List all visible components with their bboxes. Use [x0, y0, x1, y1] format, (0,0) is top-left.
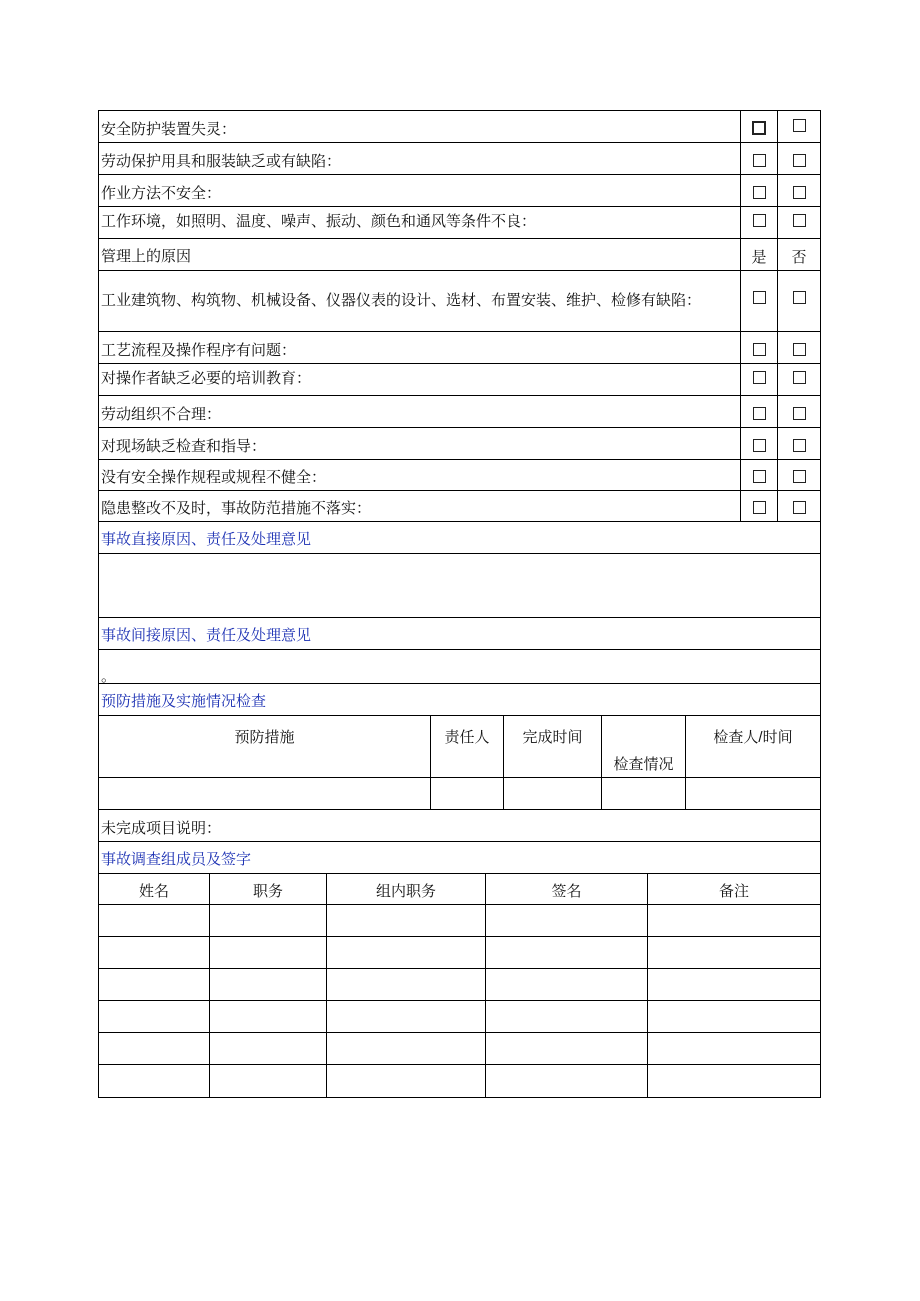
- checkbox-icon: [753, 291, 766, 304]
- no-checkbox[interactable]: [778, 143, 820, 174]
- no-checkbox[interactable]: [778, 364, 820, 395]
- yes-checkbox[interactable]: [741, 207, 778, 238]
- completion-time-column-header: 完成时间: [504, 716, 602, 777]
- yes-checkbox[interactable]: [741, 460, 778, 490]
- member-name-cell[interactable]: [99, 905, 210, 936]
- checkbox-icon: [793, 371, 806, 384]
- member-group-role-cell[interactable]: [327, 937, 486, 968]
- members-heading-row: [99, 842, 820, 874]
- checkbox-icon: [793, 154, 806, 167]
- indirect-cause-content[interactable]: 。: [101, 667, 117, 683]
- completion-time-cell[interactable]: [504, 778, 602, 809]
- yes-checkbox[interactable]: [741, 143, 778, 174]
- no-checkbox[interactable]: [778, 271, 820, 331]
- check-item-label: 作业方法不安全：: [99, 175, 741, 206]
- member-remarks-cell[interactable]: [648, 937, 820, 968]
- check-row: [99, 207, 820, 239]
- checkbox-icon: [753, 343, 766, 356]
- check-item-label: 隐患整改不及时，事故防范措施不落实：: [99, 491, 741, 521]
- yes-checkbox[interactable]: [741, 332, 778, 363]
- yes-checkbox[interactable]: [741, 175, 778, 206]
- indirect-cause-heading-row: [99, 618, 820, 650]
- check-item-label: 对现场缺乏检查和指导：: [99, 428, 741, 459]
- yes-checkbox[interactable]: [741, 111, 778, 142]
- signature-column-header: 签名: [486, 874, 648, 904]
- member-position-cell[interactable]: [210, 905, 327, 936]
- check-item-label: 劳动保护用具和服装缺乏或有缺陷：: [99, 143, 741, 174]
- no-checkbox[interactable]: [778, 332, 820, 363]
- position-column-header: 职务: [210, 874, 327, 904]
- checkbox-icon: [793, 343, 806, 356]
- member-position-cell[interactable]: [210, 1033, 327, 1064]
- checkbox-icon: [793, 214, 806, 227]
- member-row: [99, 1065, 820, 1097]
- member-remarks-cell[interactable]: [648, 1001, 820, 1032]
- checkbox-icon: [753, 501, 766, 514]
- check-item-label: 对操作者缺乏必要的培训教育：: [99, 364, 741, 395]
- check-item-label: 安全防护装置失灵：: [99, 111, 741, 142]
- member-position-cell[interactable]: [210, 969, 327, 1000]
- responsible-column-header: 责任人: [431, 716, 504, 777]
- member-group-role-cell[interactable]: [327, 969, 486, 1000]
- member-position-cell[interactable]: [210, 937, 327, 968]
- member-position-cell[interactable]: [210, 1065, 327, 1097]
- member-name-cell[interactable]: [99, 1065, 210, 1097]
- incomplete-note-row: [99, 810, 820, 842]
- member-row: [99, 1001, 820, 1033]
- check-item-label: 没有安全操作规程或规程不健全：: [99, 460, 741, 490]
- member-name-cell[interactable]: [99, 937, 210, 968]
- member-group-role-cell[interactable]: [327, 1001, 486, 1032]
- direct-cause-content[interactable]: [99, 554, 820, 617]
- check-row: [99, 111, 820, 143]
- member-signature-cell[interactable]: [486, 969, 648, 1000]
- direct-cause-heading: 事故直接原因、责任及处理意见: [101, 531, 312, 548]
- checkbox-icon: [793, 291, 806, 304]
- inspection-status-column-header: 检查情况: [602, 716, 686, 777]
- members-heading: 事故调查组成员及签字: [101, 851, 252, 868]
- yes-checkbox[interactable]: [741, 428, 778, 459]
- group-role-column-header: 组内职务: [327, 874, 486, 904]
- checkbox-icon: [793, 407, 806, 420]
- name-column-header: 姓名: [99, 874, 210, 904]
- member-remarks-cell[interactable]: [648, 1065, 820, 1097]
- member-signature-cell[interactable]: [486, 1033, 648, 1064]
- prevention-header-row: [99, 716, 820, 778]
- member-signature-cell[interactable]: [486, 1001, 648, 1032]
- member-group-role-cell[interactable]: [327, 1033, 486, 1064]
- check-item-label: 工作环境，如照明、温度、噪声、振动、颜色和通风等条件不良：: [99, 207, 741, 238]
- check-row: [99, 175, 820, 207]
- inspection-status-cell[interactable]: [602, 778, 686, 809]
- no-checkbox[interactable]: [778, 396, 820, 427]
- check-item-label: 工业建筑物、构筑物、机械设备、仪器仪表的设计、选材、布置安装、维护、检修有缺陷：: [99, 271, 741, 331]
- measures-cell[interactable]: [99, 778, 431, 809]
- member-remarks-cell[interactable]: [648, 969, 820, 1000]
- checkbox-icon: [753, 214, 766, 227]
- no-checkbox[interactable]: [778, 175, 820, 206]
- checkbox-icon: [753, 439, 766, 452]
- checkbox-icon: [753, 470, 766, 483]
- member-group-role-cell[interactable]: [327, 1065, 486, 1097]
- checkbox-icon: [752, 121, 766, 135]
- yes-column-label: 是: [741, 239, 778, 270]
- checkbox-icon: [753, 154, 766, 167]
- prevention-heading-row: [99, 684, 820, 716]
- member-name-cell[interactable]: [99, 1001, 210, 1032]
- members-header-row: [99, 874, 820, 905]
- member-signature-cell[interactable]: [486, 1065, 648, 1097]
- prevention-heading: 预防措施及实施情况检查: [101, 693, 267, 710]
- member-name-cell[interactable]: [99, 1033, 210, 1064]
- member-row: [99, 1033, 820, 1065]
- member-row: [99, 969, 820, 1001]
- checkbox-icon: [793, 470, 806, 483]
- yes-checkbox[interactable]: [741, 364, 778, 395]
- checkbox-icon: [793, 119, 806, 132]
- yes-checkbox[interactable]: [741, 271, 778, 331]
- check-row: [99, 364, 820, 396]
- member-remarks-cell[interactable]: [648, 1033, 820, 1064]
- member-name-cell[interactable]: [99, 969, 210, 1000]
- prevention-data-row: [99, 778, 820, 810]
- member-signature-cell[interactable]: [486, 905, 648, 936]
- management-header-row: [99, 239, 820, 271]
- check-item-label: 工艺流程及操作程序有问题：: [99, 332, 741, 363]
- check-row: [99, 332, 820, 364]
- check-row: [99, 460, 820, 491]
- indirect-cause-heading: 事故间接原因、责任及处理意见: [101, 627, 312, 644]
- member-group-role-cell[interactable]: [327, 905, 486, 936]
- member-row: [99, 937, 820, 969]
- check-row: [99, 396, 820, 428]
- check-item-label: 劳动组织不合理：: [99, 396, 741, 427]
- measures-column-header: 预防措施: [99, 716, 431, 777]
- direct-cause-heading-row: [99, 522, 820, 554]
- no-checkbox[interactable]: [778, 428, 820, 459]
- check-row: [99, 428, 820, 460]
- member-position-cell[interactable]: [210, 1001, 327, 1032]
- inspector-time-cell[interactable]: [686, 778, 820, 809]
- no-column-label: 否: [791, 248, 807, 266]
- inspector-time-column-header: 检查人/时间: [713, 729, 793, 746]
- check-row: [99, 271, 820, 332]
- accident-report-form: [98, 110, 821, 1098]
- checkbox-icon: [793, 501, 806, 514]
- no-checkbox[interactable]: [778, 207, 820, 238]
- checkbox-icon: [793, 439, 806, 452]
- management-header: 管理上的原因: [99, 239, 741, 270]
- yes-checkbox[interactable]: [741, 491, 778, 521]
- yes-checkbox[interactable]: [741, 396, 778, 427]
- check-row: [99, 143, 820, 175]
- checkbox-icon: [753, 407, 766, 420]
- check-row: [99, 491, 820, 522]
- member-signature-cell[interactable]: [486, 937, 648, 968]
- member-row: [99, 905, 820, 937]
- remarks-column-header: 备注: [718, 882, 749, 900]
- indirect-cause-content-row: [99, 650, 820, 684]
- direct-cause-content-row: [99, 554, 820, 618]
- checkbox-icon: [753, 371, 766, 384]
- no-checkbox[interactable]: [778, 460, 820, 490]
- responsible-cell[interactable]: [431, 778, 504, 809]
- no-checkbox[interactable]: [778, 491, 820, 521]
- member-remarks-cell[interactable]: [648, 905, 820, 936]
- incomplete-note: 未完成项目说明：: [101, 819, 222, 837]
- checkbox-icon: [793, 186, 806, 199]
- no-checkbox[interactable]: [778, 111, 820, 142]
- checkbox-icon: [753, 186, 766, 199]
